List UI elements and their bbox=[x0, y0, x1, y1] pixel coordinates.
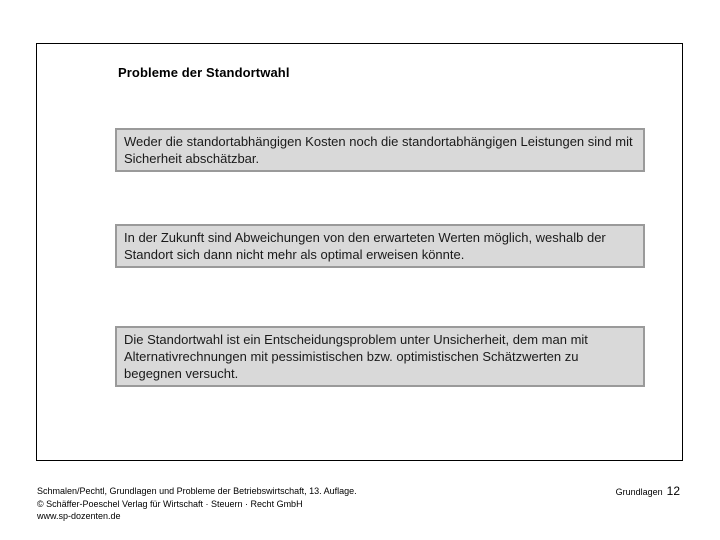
footer-citation: Schmalen/Pechtl, Grundlagen und Probleme der Betriebswirtschaft, 13. Auflage. bbox=[37, 486, 357, 496]
footer-page-info bbox=[616, 482, 680, 500]
footer-copyright: © Schäffer-Poeschel Verlag für Wirtschaft · Steuern · Recht GmbH bbox=[37, 498, 303, 509]
text-box-costs: Weder die standortabhängigen Kosten noch die standortabhängigen Leistungen sind mit Sicherheit abschätzbar. bbox=[115, 128, 645, 172]
footer-section-label: Grundlagen bbox=[615, 487, 663, 497]
footer-url: www.sp-dozenten.de bbox=[37, 511, 121, 521]
footer-citation-block bbox=[37, 485, 357, 523]
text-box-future-deviations: In der Zukunft sind Abweichungen von den erwarteten Werten möglich, weshalb der Standort sich dann nicht mehr als optimal erweisen könnte. bbox=[115, 224, 645, 268]
slide-title: Probleme der Standortwahl bbox=[118, 65, 290, 80]
page-number: 12 bbox=[666, 484, 680, 498]
text-box-uncertainty: Die Standortwahl ist ein Entscheidungsproblem unter Unsicherheit, dem man mit Alternativrechnungen mit pessimistischen bzw. optimistischen Schätzwerten zu begegnen versucht. bbox=[115, 326, 645, 387]
